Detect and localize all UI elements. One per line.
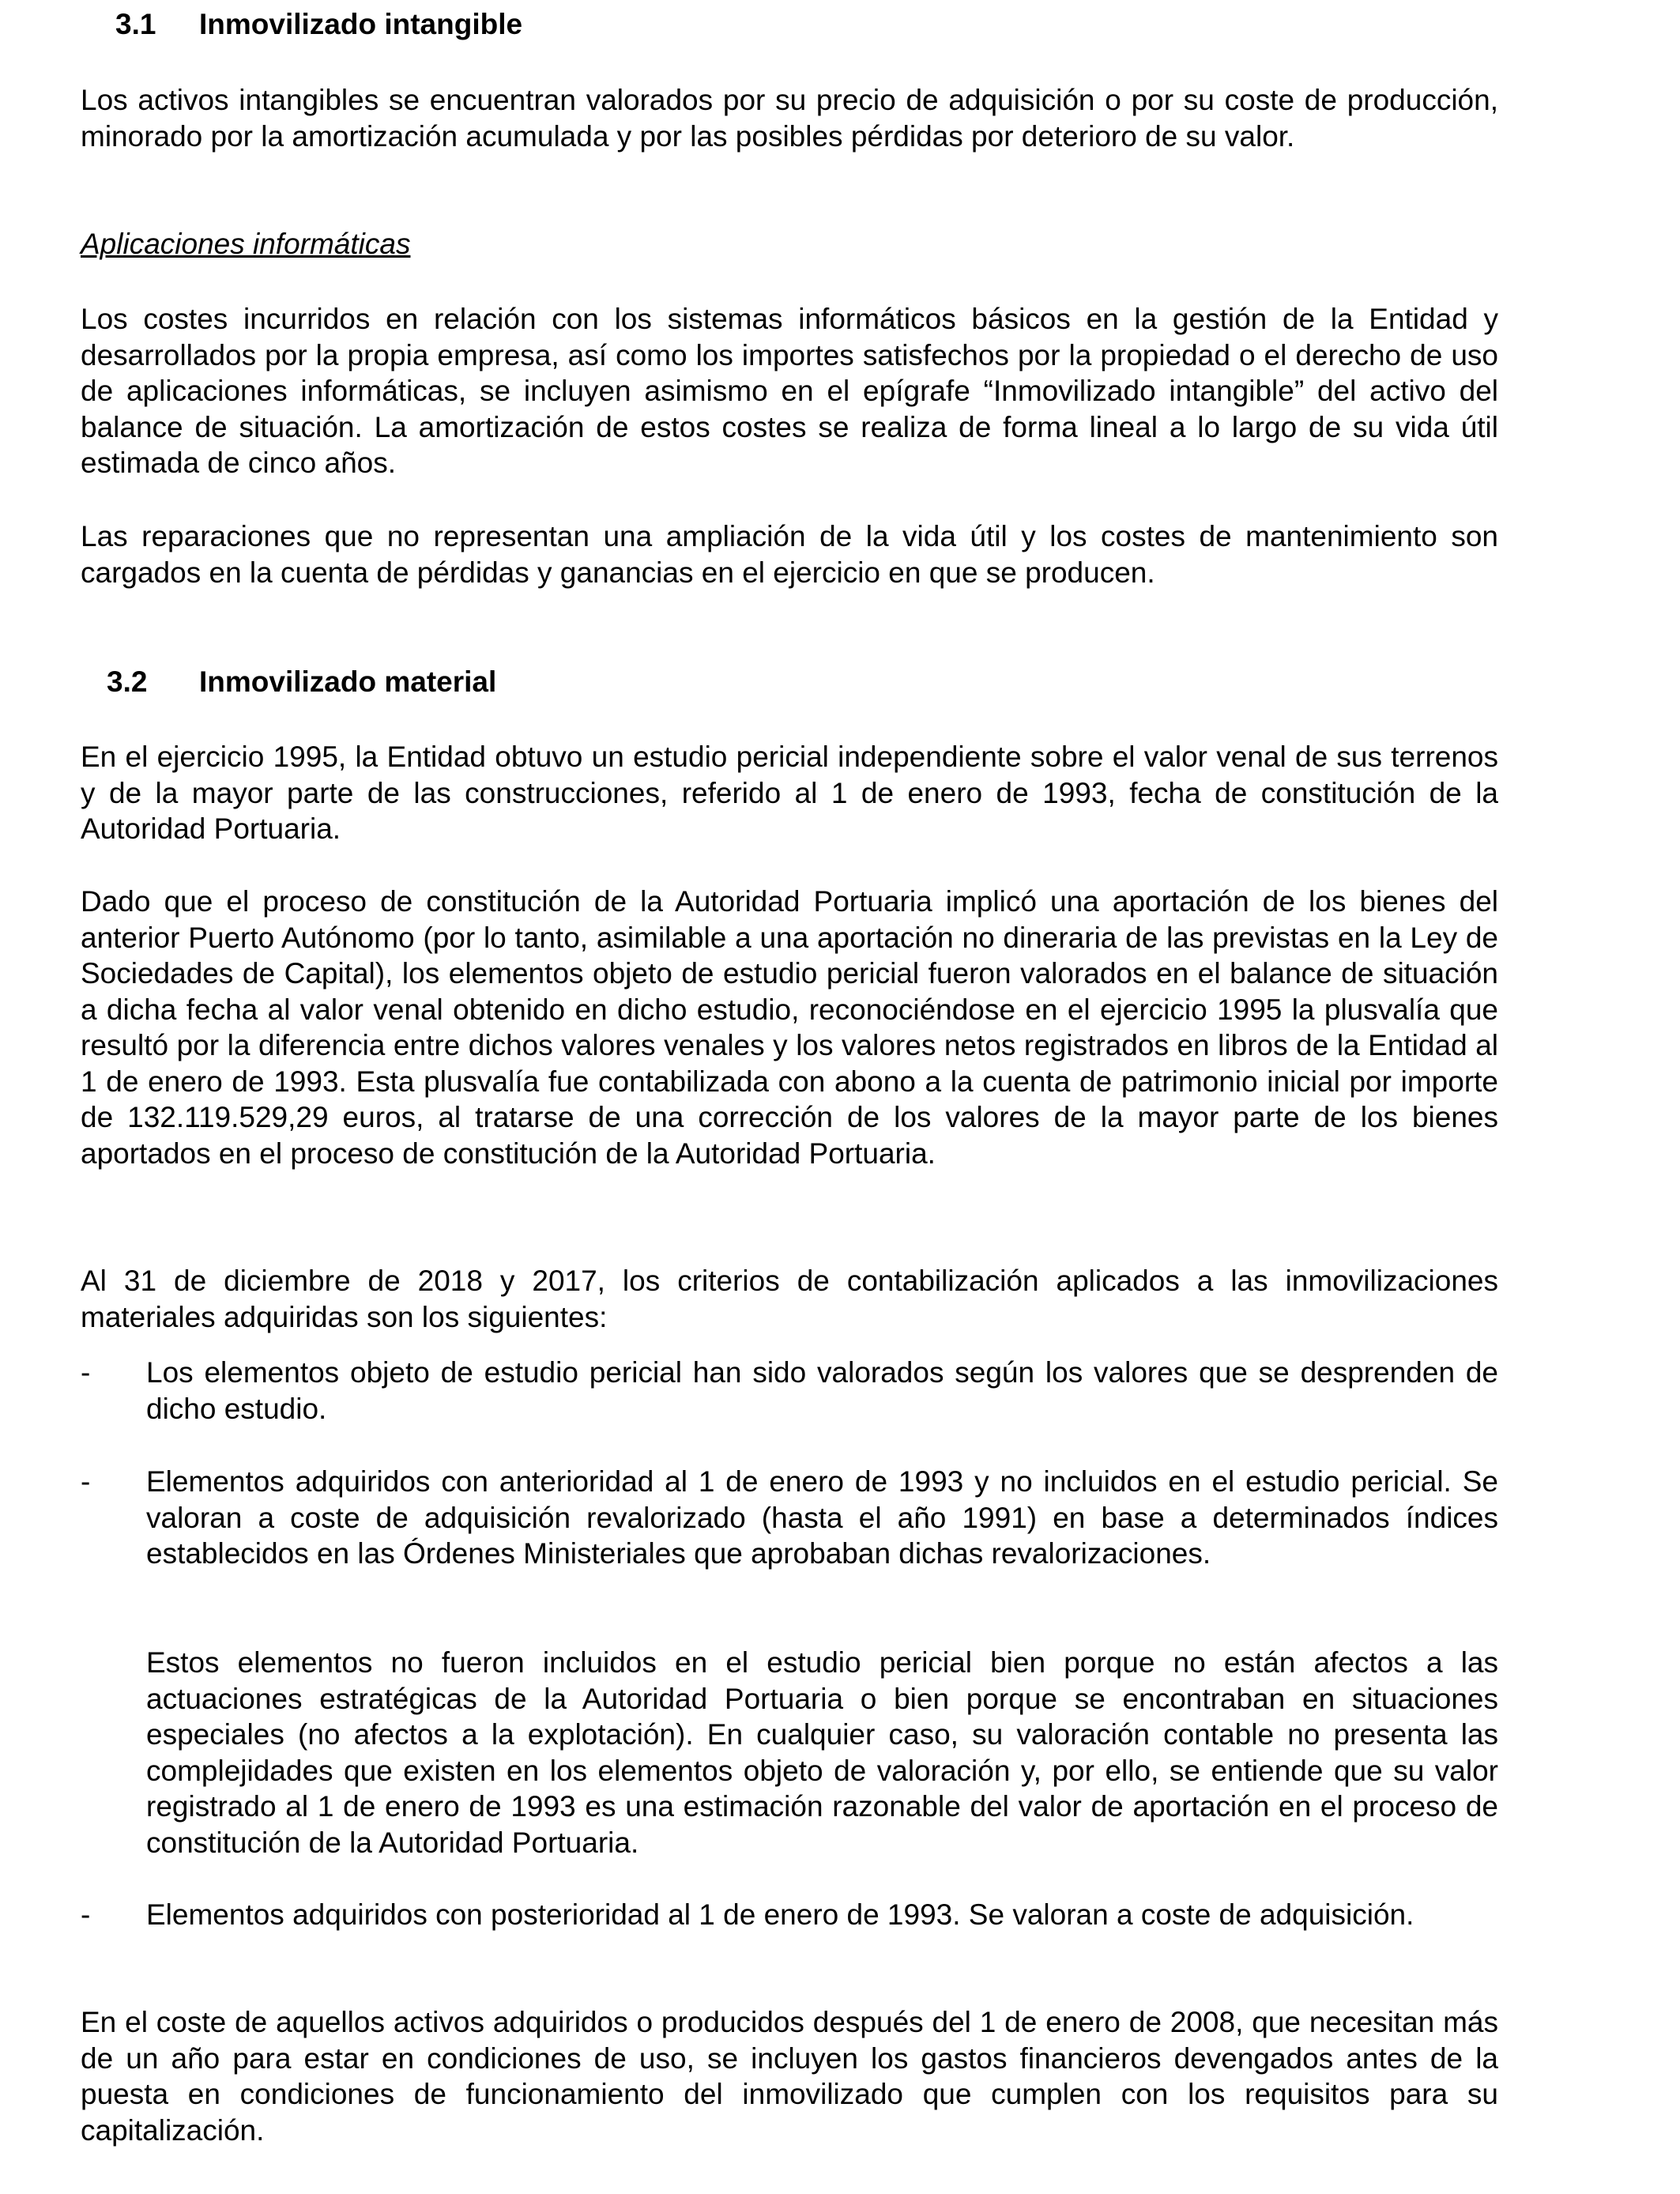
study-1995-paragraph: En el ejercicio 1995, la Entidad obtuvo un estudio pericial independiente sobre el valor venal de sus terrenos y de la mayor parte de las construcciones, referido al 1 de enero de 1993, fecha de constitución de la Autoridad Portuaria. (81, 741, 1498, 845)
section-number: 3.2 (107, 665, 148, 698)
section-3-1-heading (115, 6, 522, 43)
section-number: 3.1 (115, 8, 156, 40)
criteria-paragraph: Al 31 de diciembre de 2018 y 2017, los criterios de contabilización aplicados a las inmovilizaciones materiales adquiridas son los siguientes: (81, 1265, 1498, 1333)
intangible-intro-paragraph: Los activos intangibles se encuentran valorados por su precio de adquisición o por su coste de producción, minorado por la amortización acumulada y por las posibles pérdidas por deterioro de su valor. (81, 84, 1498, 153)
financial-costs-paragraph: En el coste de aquellos activos adquiridos o producidos después del 1 de enero de 2008, que necesitan más de un año para estar en condiciones de uso, se incluyen los gastos financieros devengados antes de la puesta en condiciones de funcionamiento del inmovilizado que cumplen con los requisitos para su capitalización. (81, 2006, 1498, 2147)
constitution-paragraph: Dado que el proceso de constitución de la Autoridad Portuaria implicó una aportación de los bienes del anterior Puerto Autónomo (por lo tanto, asimilable a una aportación no dineraria de las previstas en la Ley de Sociedades de Capital), los elementos objeto de estudio pericial fueron valorados en el balance de situación a dicha fecha al valor venal obtenido en dicho estudio, reconociéndose en el ejercicio 1995 la plusvalía que resultó por la diferencia entre dichos valores venales y los valores netos registrados en libros de la Entidad al 1 de enero de 1993. Esta plusvalía fue contabilizada con abono a la cuenta de patrimonio inicial por importe de 132.119.529,29 euros, al tratarse de una corrección de los valores de la mayor parte de los bienes aportados en el proceso de constitución de la Autoridad Portuaria. (81, 885, 1498, 1170)
software-paragraph: Los costes incurridos en relación con los sistemas informáticos básicos en la gestión de la Entidad y desarrollados por la propia empresa, así como los importes satisfechos por la propiedad o el derecho de uso de aplicaciones informáticas, se incluyen asimismo en el epígrafe “Inmovilizado intangible” del activo del balance de situación. La amortización de estos costes se realiza de forma lineal a lo largo de su vida útil estimada de cinco años. (81, 303, 1498, 479)
section-title: Inmovilizado intangible (199, 8, 523, 40)
bullet-detail-paragraph: Estos elementos no fueron incluidos en el estudio pericial bien porque no están afectos a las actuaciones estratégicas de la Autoridad Portuaria o bien porque se encontraban en situaciones especiales (no afectos a la explotación). En cualquier caso, su valoración contable no presenta las complejidades que existen en los elementos objeto de valoración y, por ello, se entiende que su valor registrado al 1 de enero de 1993 es una estimación razonable del valor de aportación en el proceso de constitución de la Autoridad Portuaria. (146, 1646, 1498, 1859)
bullet-text: Elementos adquiridos con posterioridad al 1 de enero de 1993. Se valoran a coste de adquisición. (146, 1898, 1414, 1931)
software-subheading: Aplicaciones informáticas (81, 228, 411, 260)
bullet-dash: - (81, 1356, 91, 1389)
section-3-2-heading (107, 664, 496, 700)
bullet-text: Elementos adquiridos con anterioridad al 1 de enero de 1993 y no incluidos en el estudio pericial. Se valoran a coste de adquisición revalorizado (hasta el año 1991) en base a determinados índices establecidos en las Órdenes Ministeriales que aprobaban dichas revalorizaciones. (146, 1465, 1498, 1570)
bullet-dash: - (81, 1465, 91, 1498)
repairs-paragraph: Las reparaciones que no representan una ampliación de la vida útil y los costes de mantenimiento son cargados en la cuenta de pérdidas y ganancias en el ejercicio en que se producen. (81, 520, 1498, 589)
bullet-dash: - (81, 1898, 91, 1931)
section-title: Inmovilizado material (199, 665, 497, 698)
bullet-text: Los elementos objeto de estudio pericial han sido valorados según los valores que se desprenden de dicho estudio. (146, 1356, 1498, 1425)
